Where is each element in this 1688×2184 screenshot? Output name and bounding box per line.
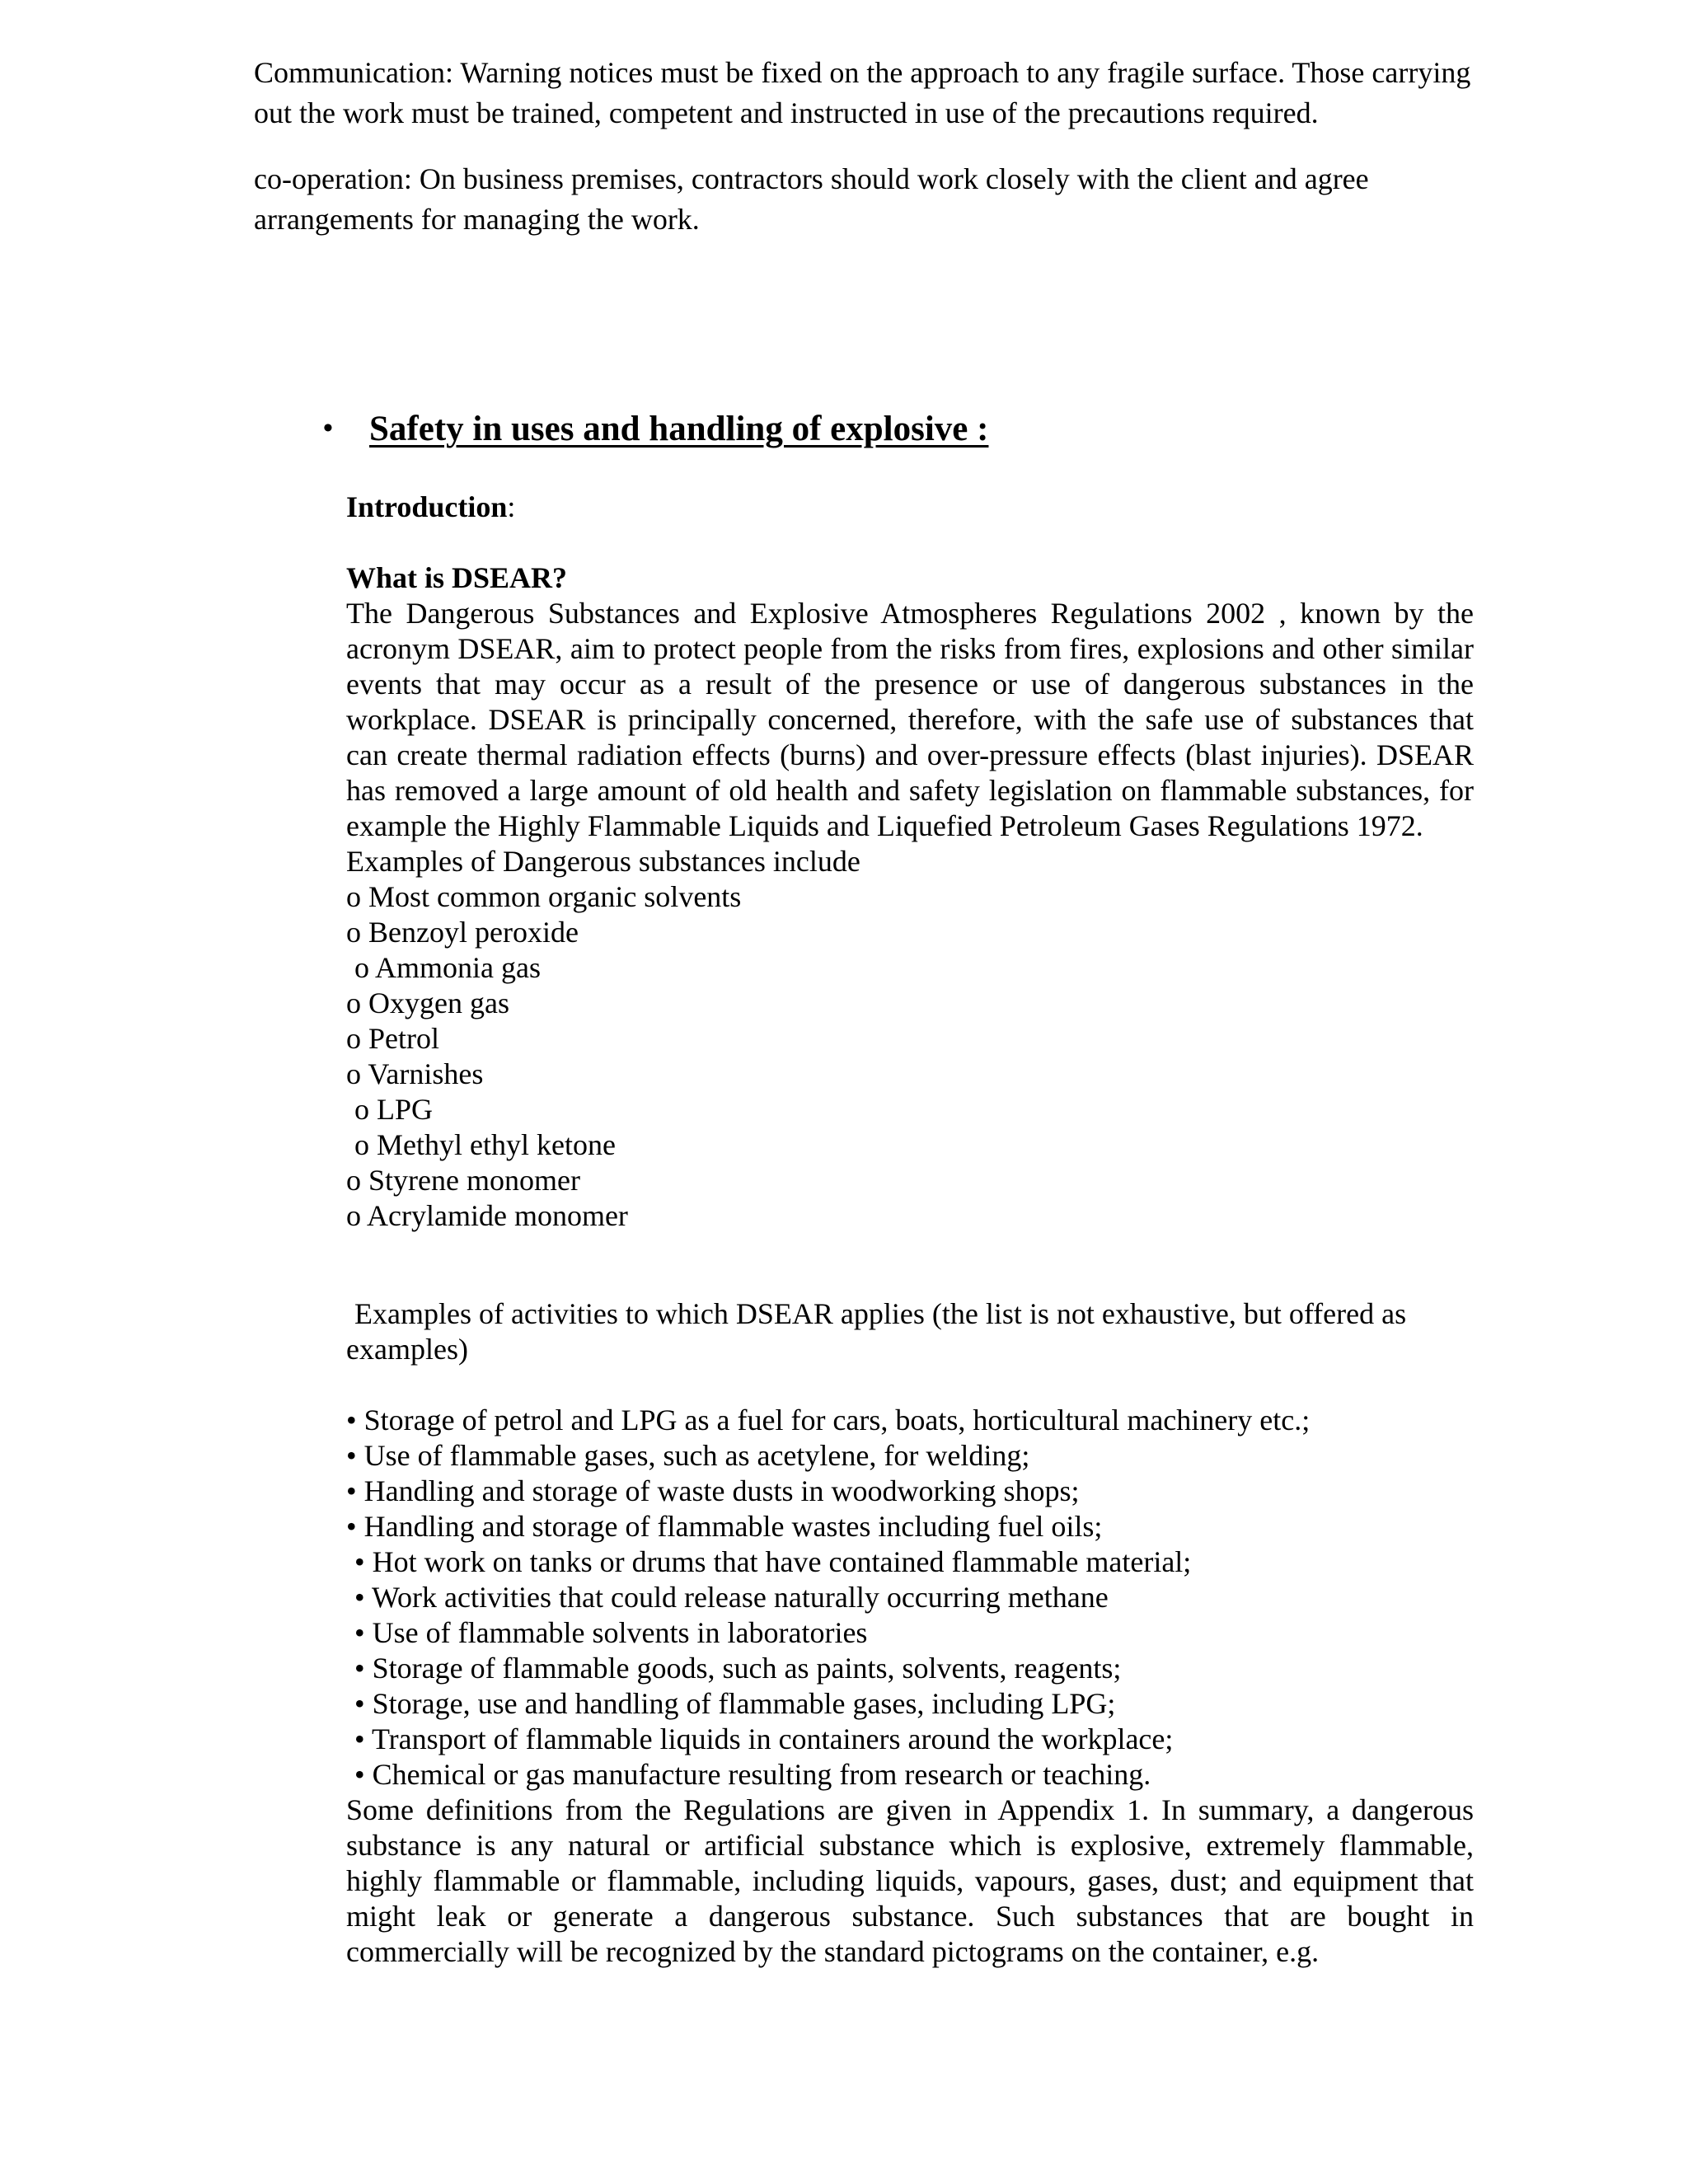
introduction-label xyxy=(346,490,515,525)
list-item: o Styrene monomer xyxy=(346,1164,580,1197)
list-item: o Benzoyl peroxide xyxy=(346,916,579,949)
activities-intro-text: Examples of activities to which DSEAR applies (the list is not exhaustive, but offered as examples) xyxy=(346,1297,1407,1366)
dsear-paragraph: The Dangerous Substances and Explosive Atmospheres Regulations 2002 , known by the acronym DSEAR, aim to protect people from the risks from fires, explosions and other similar events that may occur as a result of the presence or use of dangerous substances in the workplace. DSEAR is principally concerned, therefore, with the safe use of substances that can create thermal radiation effects (burns) and over-pressure effects (blast injuries). DSEAR has removed a large amount of old health and safety legislation on flammable substances, for example the Highly Flammable Liquids and Liquefied Petroleum Gases Regulations 1972. xyxy=(346,597,1474,842)
list-item: • Use of flammable gases, such as acetylene, for welding; xyxy=(346,1439,1030,1472)
list-item: • Work activities that could release naturally occurring methane xyxy=(354,1581,1109,1614)
communication-paragraph: Communication: Warning notices must be fixed on the approach to any fragile surface. Those carrying out the work must be trained, competent and instructed in use of the precautions required. xyxy=(254,56,1471,129)
bullet-icon: • xyxy=(323,413,333,443)
list-item: o Varnishes xyxy=(346,1057,484,1090)
list-item: • Transport of flammable liquids in containers around the workplace; xyxy=(354,1722,1174,1755)
list-item: • Handling and storage of waste dusts in woodworking shops; xyxy=(346,1474,1080,1507)
examples-heading: Examples of Dangerous substances include xyxy=(346,845,860,878)
list-item: o Acrylamide monomer xyxy=(346,1199,628,1232)
section-heading xyxy=(323,404,988,454)
list-item: • Storage of petrol and LPG as a fuel for cars, boats, horticultural machinery etc.; xyxy=(346,1404,1311,1436)
list-item: • Use of flammable solvents in laboratories xyxy=(354,1616,868,1649)
list-item: • Handling and storage of flammable wastes including fuel oils; xyxy=(346,1510,1103,1543)
activities-intro xyxy=(346,1296,1474,1367)
list-item: o Methyl ethyl ketone xyxy=(354,1128,616,1161)
introduction-label-colon: : xyxy=(507,490,516,523)
dangerous-substances-list xyxy=(346,879,1474,1234)
dsear-question: What is DSEAR? xyxy=(346,561,568,594)
cooperation-paragraph: co-operation: On business premises, contractors should work closely with the client and agree arrangements for managing the work. xyxy=(254,162,1369,236)
introduction-label-text: Introduction xyxy=(346,490,508,523)
list-item: • Storage of flammable goods, such as paints, solvents, reagents; xyxy=(354,1652,1122,1685)
activities-section xyxy=(346,1403,1474,1970)
list-item: • Storage, use and handling of flammable gases, including LPG; xyxy=(354,1687,1116,1720)
list-item: o Petrol xyxy=(346,1022,439,1055)
activities-list xyxy=(346,1403,1474,1793)
list-item: o Oxygen gas xyxy=(346,987,509,1019)
summary-paragraph: Some definitions from the Regulations are given in Appendix 1. In summary, a dangerous substance is any natural or artificial substance which is explosive, extremely flammable, highly flammable or flammable, including liquids, vapours, gases, dust; and equipment that might leak or generate a dangerous substance. Such substances that are bought in commercially will be recognized by the standard pictograms on the container, e.g. xyxy=(346,1793,1474,1968)
list-item: • Chemical or gas manufacture resulting from research or teaching. xyxy=(354,1758,1151,1791)
list-item: o Most common organic solvents xyxy=(346,880,742,913)
dsear-section xyxy=(346,560,1474,1234)
list-item: • Hot work on tanks or drums that have contained flammable material; xyxy=(354,1545,1192,1578)
list-item: o LPG xyxy=(354,1093,434,1126)
section-title: Safety in uses and handling of explosive : xyxy=(369,410,989,448)
list-item: o Ammonia gas xyxy=(354,951,541,984)
